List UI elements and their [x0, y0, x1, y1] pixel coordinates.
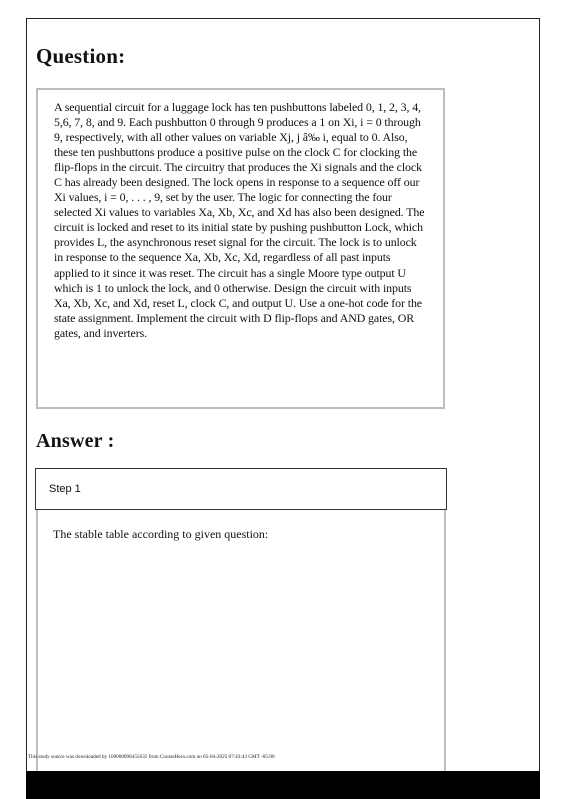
question-text: A sequential circuit for a luggage lock has ten pushbuttons labeled 0, 1, 2, 3, 4, 5,6, 7, 8, and 9. Each pushbutton 0 through 9 produces a 1 on Xi, i = 0 through 9, respectively, with all other values on variable Xj, j â‰ i, equal to 0. Also, these ten pushbuttons produce a positive pulse on the clock C for clocking the flip-flops in the circuit. The circuitry that produces the Xi signals and the clock C has already been designed. The lock opens in response to a sequence off our Xi values, i = 0, . . . , 9, set by the user. The logic for connecting the four selected Xi values to variables Xa, Xb, Xc, and Xd has also been designed. The circuit is locked and reset to its initial state by pushing pushbutton Lock, which provides L, the asynchronous reset signal for the circuit. The lock is to unlock in response to the sequence Xa, Xb, Xc, Xd, regardless of all past inputs applied to it since it was reset. The circuit has a single Moore type output U which is 1 to unlock the lock, and 0 otherwise. Design the circuit with inputs Xa, Xb, Xc, and Xd, reset L, clock C, and output U. Use a one-hot code for the state assignment. Implement the circuit with D flip-flops and AND gates, OR gates, and inverters. [54, 100, 425, 340]
step-text: The stable table according to given question: [53, 527, 269, 541]
step-content [36, 510, 446, 778]
download-notice: This study source was downloaded by 100000898455635 from CourseHero.com on 05-04-2025 07:43:43 GMT -05:00 [28, 754, 275, 760]
question-box [36, 88, 445, 409]
bottom-bar [26, 771, 540, 799]
step-header [35, 468, 447, 510]
question-heading: Question: [36, 44, 126, 68]
step-label: Step 1 [49, 483, 81, 495]
answer-heading: Answer : [36, 430, 115, 452]
